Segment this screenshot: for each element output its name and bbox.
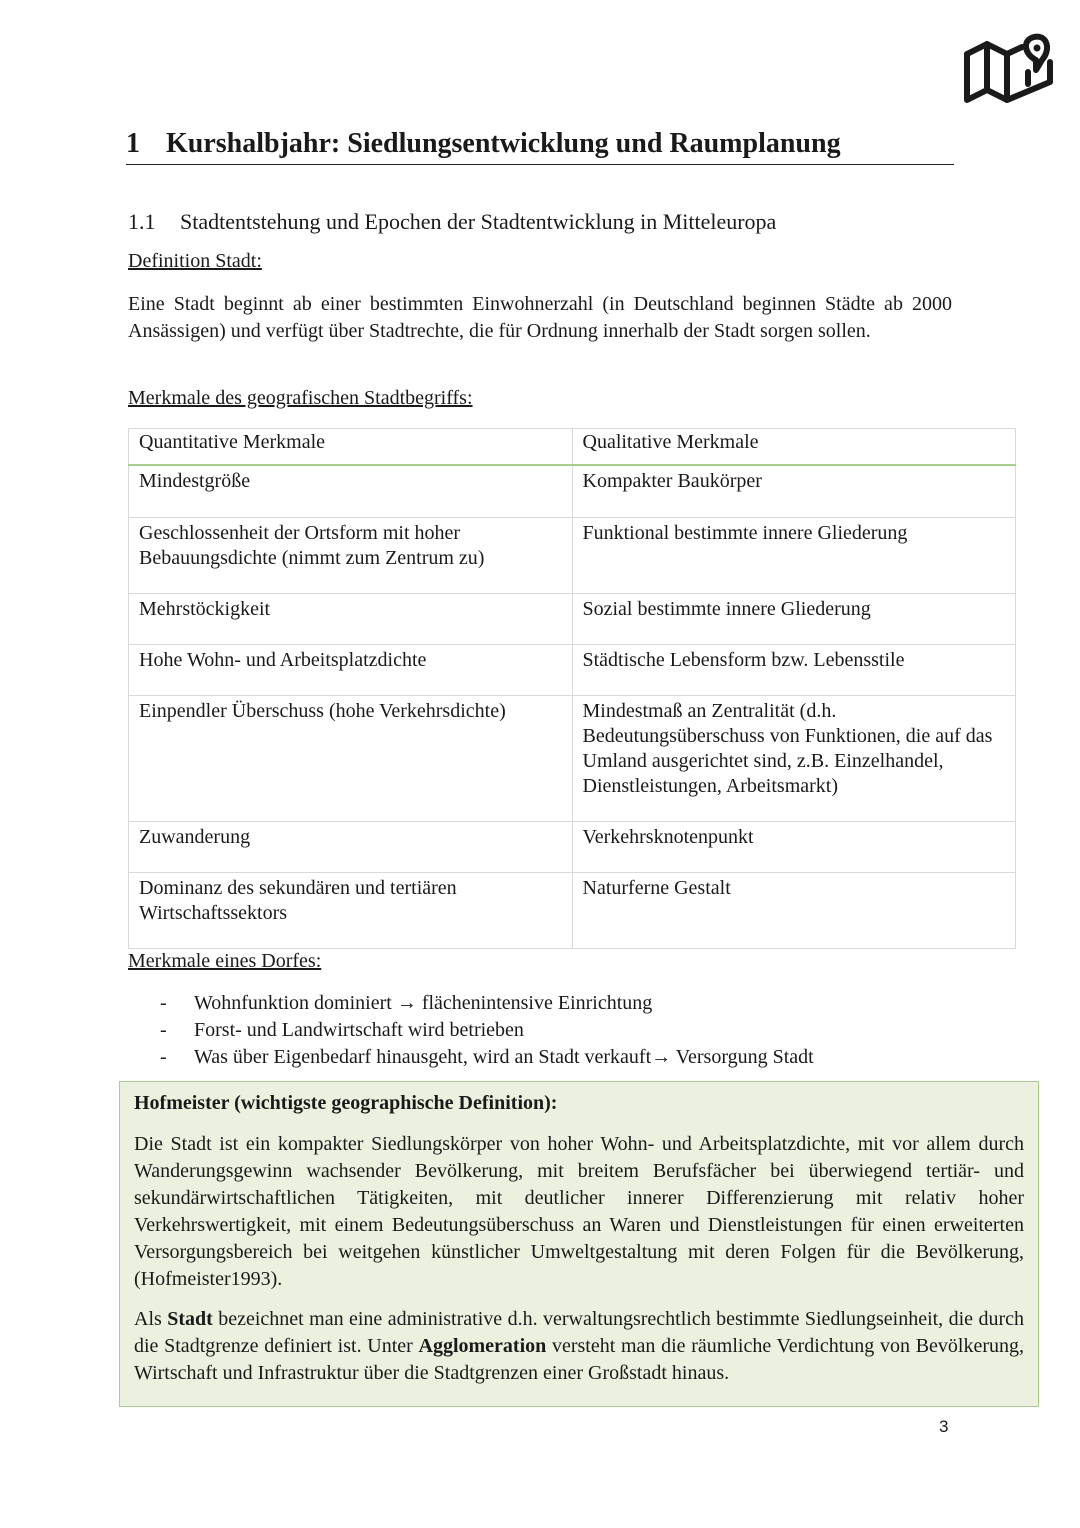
text-run: versteht man die räumliche Verdichtung von Bevölkerung, Wirtschaft und Infrastruktur über die Stadtgrenzen einer Großstadt hinaus. [134, 1335, 1025, 1384]
chapter-title: Kurshalbjahr: Siedlungsentwicklung und Raumplanung [166, 128, 841, 159]
definition-heading: Definition Stadt: [128, 250, 262, 272]
table-cell: Mindestgröße [129, 465, 573, 517]
table-row [129, 695, 1016, 821]
term-stadt: Stadt [167, 1308, 213, 1330]
chapter-heading [126, 128, 954, 165]
table-cell: Mindestmaß an Zentralität (d.h. Bedeutungsüberschuss von Funktionen, die auf das Umland ausgerichtet sind, z.B. Einzelhandel, Dienstleistungen, Arbeitsmarkt) [572, 695, 1016, 821]
box-paragraph: Die Stadt ist ein kompakter Siedlungskörper von hoher Wohn- und Arbeitsplatzdichte, mit vor allem durch Wanderungsgewinn wachsender Bevölkerung, mit breitem Berufsfächer bei überwiegend tertiär- und sekundärwirtschaftlichen Tätigkeiten, mit deutlicher innerer Differenzierung mit relativ hoher Verkehrswertigkeit, mit einem Bedeutungsüberschuss an Waren und Dienstleistungen für einen erweiterten Versorgungsbereich bei weitgehen künstlicher Umweltgestaltung mit deren Folgen für die Bevölkerung, (Hofmeister1993). [134, 1133, 1024, 1290]
table-header-cell: Qualitative Merkmale [572, 429, 1016, 466]
section-number: 1.1 [128, 209, 156, 234]
box-title: Hofmeister (wichtigste geographische Definition): [134, 1092, 558, 1114]
table-cell: Naturferne Gestalt [572, 872, 1016, 948]
table-cell: Hohe Wohn- und Arbeitsplatzdichte [129, 644, 573, 695]
merkmale-heading: Merkmale des geografischen Stadtbegriffs: [128, 387, 473, 409]
map-pin-icon [962, 32, 1054, 106]
definition-text: Eine Stadt beginnt ab einer bestimmten Einwohnerzahl (in Deutschland beginnen Städte ab 2000 Ansässigen) und verfügt über Stadtrechte, die für Ordnung innerhalb der Stadt sorgen sollen. [128, 293, 952, 342]
table-row [129, 593, 1016, 644]
table-cell: Verkehrsknotenpunkt [572, 821, 1016, 872]
list-item: - Wohnfunktion dominiert → flächenintensive Einrichtung [160, 990, 814, 1017]
merkmale-table [128, 428, 1016, 949]
chapter-number: 1 [126, 128, 140, 159]
table-cell: Sozial bestimmte innere Gliederung [572, 593, 1016, 644]
table-header-row [129, 429, 1016, 466]
table-row [129, 821, 1016, 872]
text-run: Als [134, 1308, 168, 1330]
table-cell: Dominanz des sekundären und tertiären Wirtschaftssektors [129, 872, 573, 948]
dorf-heading: Merkmale eines Dorfes: [128, 950, 322, 972]
hofmeister-definition-box [119, 1081, 1039, 1407]
table-cell: Kompakter Baukörper [572, 465, 1016, 517]
table-cell: Städtische Lebensform bzw. Lebensstile [572, 644, 1016, 695]
table-cell: Einpendler Überschuss (hohe Verkehrsdichte) [129, 695, 573, 821]
page-number: 3 [939, 1417, 949, 1436]
table-cell: Zuwanderung [129, 821, 573, 872]
table-cell: Funktional bestimmte innere Gliederung [572, 517, 1016, 593]
text-run: bezeichnet man eine administrative d.h. verwaltungsrechtlich bestimmte Siedlungseinheit, die durch die Stadtgrenze definiert ist. Unter [134, 1308, 1024, 1357]
table-row [129, 872, 1016, 948]
term-agglomeration: Agglomeration [418, 1335, 547, 1357]
section-heading [128, 209, 776, 235]
table-header-cell: Quantitative Merkmale [129, 429, 573, 466]
table-cell: Geschlossenheit der Ortsform mit hoher Bebauungsdichte (nimmt zum Zentrum zu) [129, 517, 573, 593]
box-paragraph [134, 1306, 1024, 1387]
list-item: - Forst- und Landwirtschaft wird betrieben [160, 1017, 814, 1044]
table-cell: Mehrstöckigkeit [129, 593, 573, 644]
table-row [129, 517, 1016, 593]
table-row [129, 465, 1016, 517]
section-title: Stadtentstehung und Epochen der Stadtentwicklung in Mitteleuropa [180, 209, 777, 234]
table-row [129, 644, 1016, 695]
dorf-list [160, 990, 814, 1071]
list-item: - Was über Eigenbedarf hinausgeht, wird an Stadt verkauft→ Versorgung Stadt [160, 1044, 814, 1071]
